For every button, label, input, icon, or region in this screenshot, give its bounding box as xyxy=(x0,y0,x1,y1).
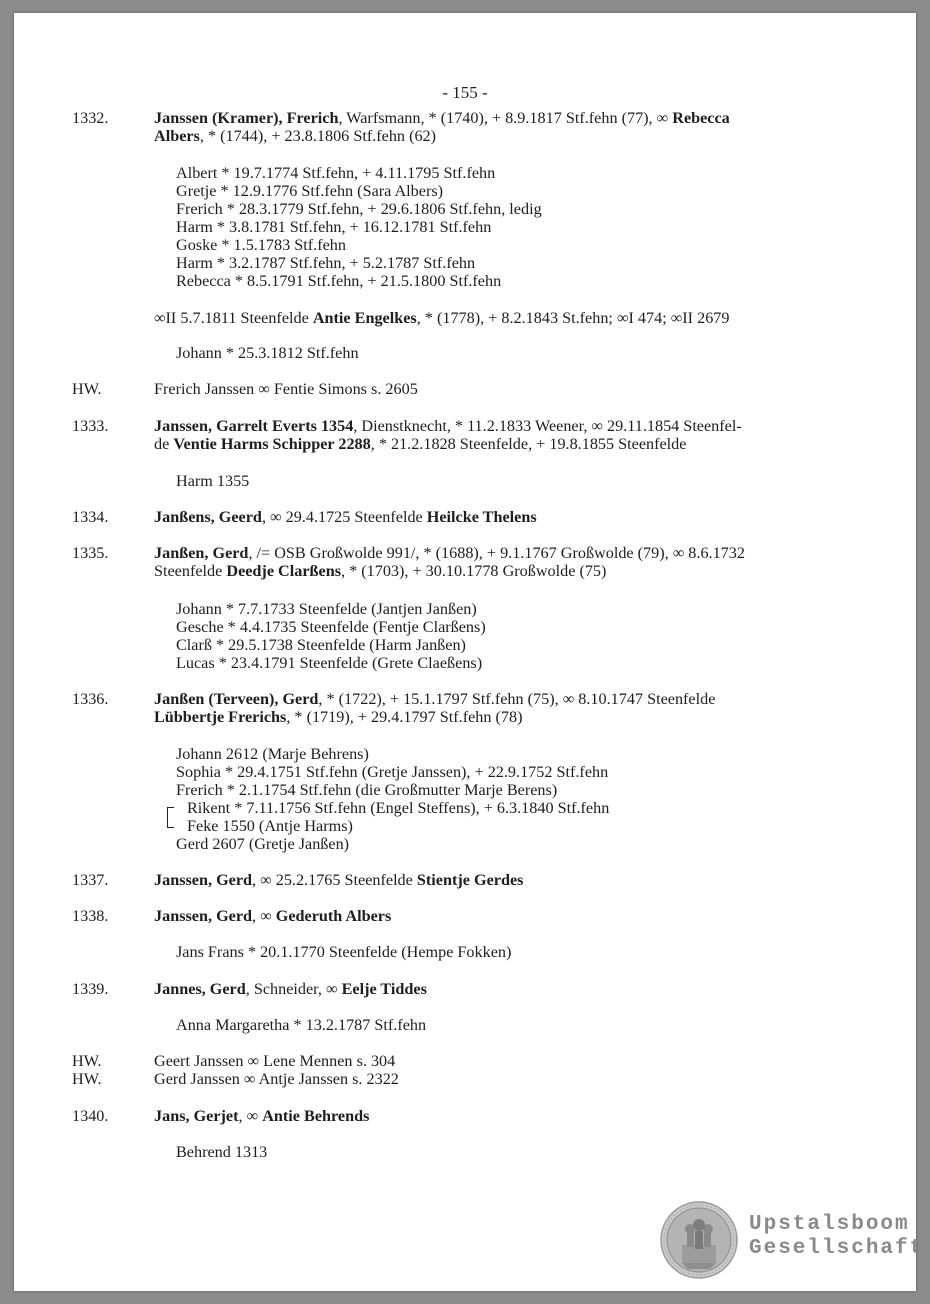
entry-text xyxy=(154,690,854,726)
hw-label: HW. xyxy=(72,380,102,398)
marriage-date: ∞II 5.7.1811 Steenfelde xyxy=(154,309,313,327)
entry-number: 1333. xyxy=(72,417,109,435)
children-list-1340 xyxy=(176,1143,876,1161)
children-list-1336 xyxy=(176,745,876,853)
entry-number: 1335. xyxy=(72,544,109,562)
entry-details: , ∞ xyxy=(252,907,276,925)
entry-details: , * (1722), + 15.1.1797 Stf.fehn (75), ∞ 8.10.1747 Steenfelde xyxy=(318,690,716,708)
entry-text xyxy=(154,907,854,925)
entry-details: , Warfsmann, * (1740), + 8.9.1817 Stf.fehn (77), ∞ xyxy=(338,109,673,127)
person-name: Janßen (Terveen), Gerd xyxy=(154,690,319,708)
hw-text: Frerich Janssen ∞ Fentie Simons s. 2605 xyxy=(154,380,418,398)
person-name: Janssen (Kramer), Frerich xyxy=(154,109,339,127)
child-entry: Behrend 1313 xyxy=(176,1143,268,1161)
children-list-1333 xyxy=(176,472,876,490)
entry-details: , Schneider, ∞ xyxy=(245,980,342,998)
spouse-name: Deedje Clarßens xyxy=(226,562,342,580)
hw-label: HW. xyxy=(72,1070,102,1088)
second-marriage-1332 xyxy=(154,309,730,328)
entry-details: , * (1703), + 30.10.1778 Großwolde (75) xyxy=(341,562,607,580)
logo-line-2: Gesellschaft xyxy=(749,1237,925,1260)
entry-details: , * (1778), + 8.2.1843 St.fehn; ∞I 474; ∞II 2679 xyxy=(416,309,730,327)
entry-details: Steenfelde xyxy=(154,562,227,580)
spouse-name: Antie Engelkes xyxy=(312,309,417,327)
child-entry: Gerd 2607 (Gretje Janßen) xyxy=(176,835,350,853)
hw-text: Gerd Janssen ∞ Antje Janssen s. 2322 xyxy=(154,1070,399,1088)
spouse-name: Lübbertje Frerichs xyxy=(154,708,287,726)
children-list-1332 xyxy=(176,164,876,290)
entry-number: 1339. xyxy=(72,980,109,998)
twins-bracket xyxy=(167,807,174,828)
hw-text: Geert Janssen ∞ Lene Mennen s. 304 xyxy=(154,1052,396,1070)
entry-details: , ∞ xyxy=(238,1107,263,1125)
child-entry: Clarß * 29.5.1738 Steenfelde (Harm Janßen) xyxy=(176,636,466,654)
child-entry: Johann * 7.7.1733 Steenfelde (Jantjen Janßen) xyxy=(176,600,477,618)
entry-details: de xyxy=(154,435,174,453)
entry-text xyxy=(154,508,854,526)
child-entry: Goske * 1.5.1783 Stf.fehn xyxy=(176,236,346,254)
spouse-name: Stientje Gerdes xyxy=(416,871,524,889)
spouse-name: Eelje Tiddes xyxy=(341,980,427,998)
twins-bracket-group xyxy=(176,799,876,835)
entry-number: 1340. xyxy=(72,1107,109,1125)
children-list-1338 xyxy=(176,943,876,961)
entry-text xyxy=(154,980,854,998)
entry-number: 1337. xyxy=(72,871,109,889)
spouse-name: Rebecca xyxy=(672,109,730,127)
entry-text xyxy=(154,1107,854,1125)
entry-text xyxy=(154,544,854,580)
entry-number: 1334. xyxy=(72,508,109,526)
child-entry: Rebecca * 8.5.1791 Stf.fehn, + 21.5.1800 Stf.fehn xyxy=(176,272,502,290)
entry-number: 1332. xyxy=(72,109,109,127)
page-number: - 155 - xyxy=(442,83,488,102)
entry-text xyxy=(154,109,854,145)
child-entry: Johann 2612 (Marje Behrens) xyxy=(176,745,369,763)
children-list-1339 xyxy=(176,1016,876,1034)
child-entry: Harm * 3.8.1781 Stf.fehn, + 16.12.1781 Stf.fehn xyxy=(176,218,492,236)
person-name: Janssen, Garrelt Everts 1354 xyxy=(154,417,354,435)
seal-logo-icon xyxy=(660,1201,738,1279)
hw-label: HW. xyxy=(72,1052,102,1070)
entry-details: , Dienstknecht, * 11.2.1833 Weener, ∞ 29.11.1854 Steenfel- xyxy=(353,417,742,435)
spouse-name: Ventie Harms Schipper 2288 xyxy=(173,435,371,453)
entry-number: 1336. xyxy=(72,690,109,708)
entry-details: , /= OSB Großwolde 991/, * (1688), + 9.1.1767 Großwolde (79), ∞ 8.6.1732 xyxy=(248,544,745,562)
child-entry: Rikent * 7.11.1756 Stf.fehn (Engel Steffens), + 6.3.1840 Stf.fehn xyxy=(187,799,610,817)
spouse-name: Gederuth Albers xyxy=(275,907,392,925)
person-name: Janssen, Gerd xyxy=(154,871,253,889)
entry-details: , * 21.2.1828 Steenfelde, + 19.8.1855 Steenfelde xyxy=(370,435,687,453)
children-list-1335 xyxy=(176,600,876,672)
entry-details: , * (1719), + 29.4.1797 Stf.fehn (78) xyxy=(286,708,523,726)
entry-number: 1338. xyxy=(72,907,109,925)
person-name: Jannes, Gerd xyxy=(154,980,246,998)
person-name: Jans, Gerjet xyxy=(154,1107,239,1125)
child-entry: Frerich * 28.3.1779 Stf.fehn, + 29.6.1806 Stf.fehn, ledig xyxy=(176,200,542,218)
child-entry: Gretje * 12.9.1776 Stf.fehn (Sara Albers) xyxy=(176,182,444,200)
child-entry: Albert * 19.7.1774 Stf.fehn, + 4.11.1795 Stf.fehn xyxy=(176,164,496,182)
child-entry: Anna Margaretha * 13.2.1787 Stf.fehn xyxy=(176,1016,427,1034)
child-entry: Harm 1355 xyxy=(176,472,250,490)
child-entry: Gesche * 4.4.1735 Steenfelde (Fentje Clarßens) xyxy=(176,618,486,636)
spouse-name-cont: Albers xyxy=(154,127,200,145)
society-logo-text xyxy=(749,1213,924,1261)
child-entry: Feke 1550 (Antje Harms) xyxy=(187,817,353,835)
child-entry: Jans Frans * 20.1.1770 Steenfelde (Hempe Fokken) xyxy=(176,943,512,961)
entry-details: , * (1744), + 23.8.1806 Stf.fehn (62) xyxy=(199,127,437,145)
child-entry: Harm * 3.2.1787 Stf.fehn, + 5.2.1787 Stf.fehn xyxy=(176,254,476,272)
entry-text xyxy=(154,871,854,889)
spouse-name: Antie Behrends xyxy=(262,1107,370,1125)
child-entry: Frerich * 2.1.1754 Stf.fehn (die Großmutter Marje Berens) xyxy=(176,781,558,799)
entry-text xyxy=(154,417,854,453)
spouse-name: Heilcke Thelens xyxy=(426,508,537,526)
entry-details: , ∞ 29.4.1725 Steenfelde xyxy=(261,508,427,526)
logo-line-1: Upstalsboom xyxy=(749,1213,910,1236)
person-name: Janssen, Gerd xyxy=(154,907,253,925)
entry-details: , ∞ 25.2.1765 Steenfelde xyxy=(252,871,417,889)
child-entry: Sophia * 29.4.1751 Stf.fehn (Gretje Janssen), + 22.9.1752 Stf.fehn xyxy=(176,763,609,781)
document-page xyxy=(14,13,925,1291)
children-list-1332-2 xyxy=(176,344,876,362)
child-entry: Lucas * 23.4.1791 Steenfelde (Grete Claeßens) xyxy=(176,654,483,672)
child-entry: Johann * 25.3.1812 Stf.fehn xyxy=(176,344,359,362)
person-name: Janßens, Geerd xyxy=(154,508,262,526)
person-name: Janßen, Gerd xyxy=(154,544,249,562)
